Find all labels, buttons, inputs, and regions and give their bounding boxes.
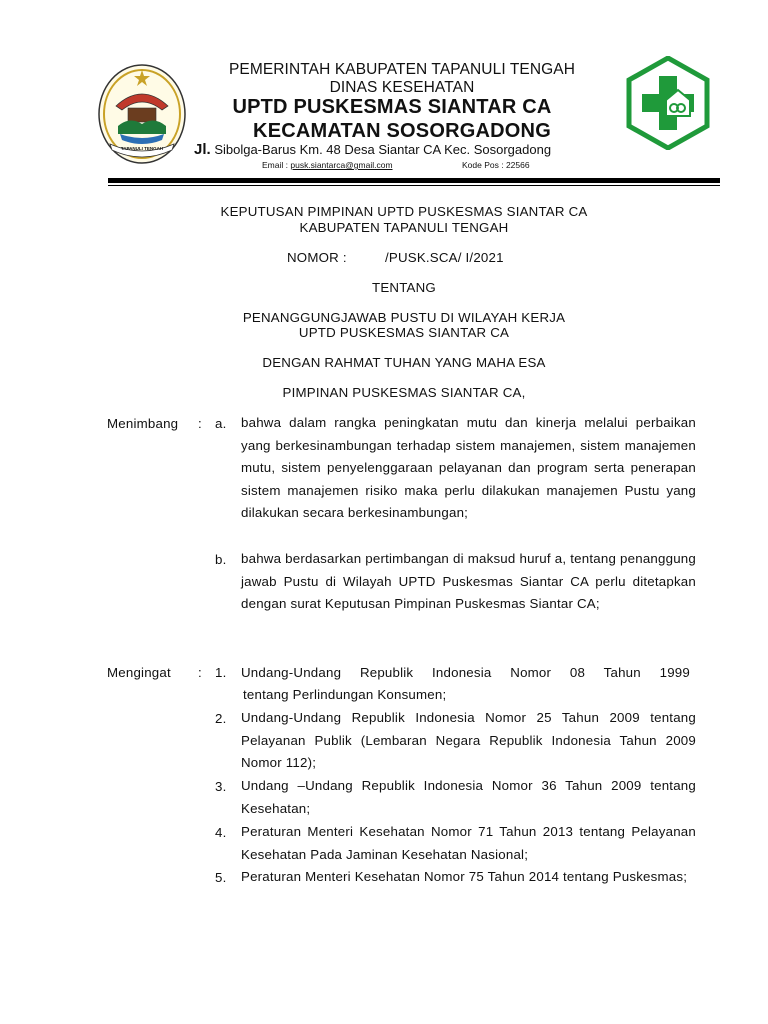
address-line (194, 141, 551, 158)
government-name: PEMERINTAH KABUPATEN TAPANULI TENGAH (228, 61, 576, 78)
considering-marker-a: a. (215, 416, 227, 431)
email-label: Email : (262, 160, 288, 170)
letterhead-rule-thick (108, 178, 720, 183)
considering-marker-b: b. (215, 552, 227, 567)
department-name: DINAS KESEHATAN (329, 79, 475, 96)
considering-colon: : (198, 416, 202, 431)
number-label: NOMOR : (287, 250, 347, 265)
considering-item-a: bahwa dalam rangka peningkatan mutu dan kinerja melalui perbaikan yang berkesinambungan terhadap sistem manajemen, sistem manajemen mutu, sistem penyelenggaraan pelayanan dan program serta penerapan sistem manajemen risiko maka perlu dilakukan manajemen Pustu yang dilakukan secara berkesinambungan; (241, 415, 696, 521)
authority-line: PIMPINAN PUSKESMAS SIANTAR CA, (282, 385, 526, 400)
subject-line2: UPTD PUSKESMAS SIANTAR CA (298, 325, 510, 340)
recalling-item-3: Undang –Undang Republik Indonesia Nomor 36 Tahun 2009 tentang Kesehatan; (241, 778, 696, 816)
emblem-ribbon-text: TAPANULI TENGAH (120, 146, 164, 151)
recalling-marker-2: 2. (215, 711, 227, 726)
blessing-line: DENGAN RAHMAT TUHAN YANG MAHA ESA (262, 355, 546, 370)
decree-title-line2: KABUPATEN TAPANULI TENGAH (299, 220, 509, 235)
recalling-marker-5: 5. (215, 870, 227, 885)
office-name: UPTD PUSKESMAS SIANTAR CA (232, 96, 552, 118)
contact-line (262, 160, 393, 170)
recalling-item-5: Peraturan Menteri Kesehatan Nomor 75 Tahun 2014 tentang Puskesmas; (241, 869, 688, 884)
letterhead-rule-thin (108, 185, 720, 186)
email-link[interactable]: pusk.siantarca@gmail.com (290, 160, 393, 170)
recalling-label: Mengingat (107, 665, 171, 680)
recalling-item-4: Peraturan Menteri Kesehatan Nomor 71 Tahun 2013 tentang Pelayanan Kesehatan Pada Jaminan Kesehatan Nasional; (241, 824, 696, 862)
recalling-marker-4: 4. (215, 825, 227, 840)
recalling-item-1-line2: tentang Perlindungan Konsumen; (243, 687, 447, 702)
considering-label: Menimbang (107, 416, 179, 431)
subject-line1: PENANGGUNGJAWAB PUSTU DI WILAYAH KERJA (242, 310, 566, 325)
about-heading: TENTANG (372, 280, 436, 295)
recalling-item-2: Undang-Undang Republik Indonesia Nomor 25 Tahun 2009 tentang Pelayanan Publik (Lembaran Negara Republik Indonesia Tahun 2009 Nomor 112); (241, 710, 696, 771)
address-text: Sibolga-Barus Km. 48 Desa Siantar CA Kec. Sosorgadong (214, 142, 552, 157)
postal-code: Kode Pos : 22566 (462, 160, 530, 170)
considering-item-b: bahwa berdasarkan pertimbangan di maksud huruf a, tentang penanggung jawab Pustu di Wilayah UPTD Puskesmas Siantar CA perlu ditetapkan dengan surat Keputusan Pimpinan Puskesmas Siantar CA; (241, 551, 696, 612)
address-prefix: Jl. (194, 141, 211, 158)
recalling-marker-3: 3. (215, 779, 227, 794)
recalling-marker-1: 1. (215, 665, 227, 680)
district-name: KECAMATAN SOSORGADONG (253, 120, 551, 142)
recalling-colon: : (198, 665, 202, 680)
number-value: /PUSK.SCA/ I/2021 (385, 250, 504, 265)
decree-title-line1: KEPUTUSAN PIMPINAN UPTD PUSKESMAS SIANTAR CA (220, 204, 588, 219)
recalling-item-1-line1: Undang-Undang Republik Indonesia Nomor 08 Tahun 1999 (241, 665, 690, 680)
